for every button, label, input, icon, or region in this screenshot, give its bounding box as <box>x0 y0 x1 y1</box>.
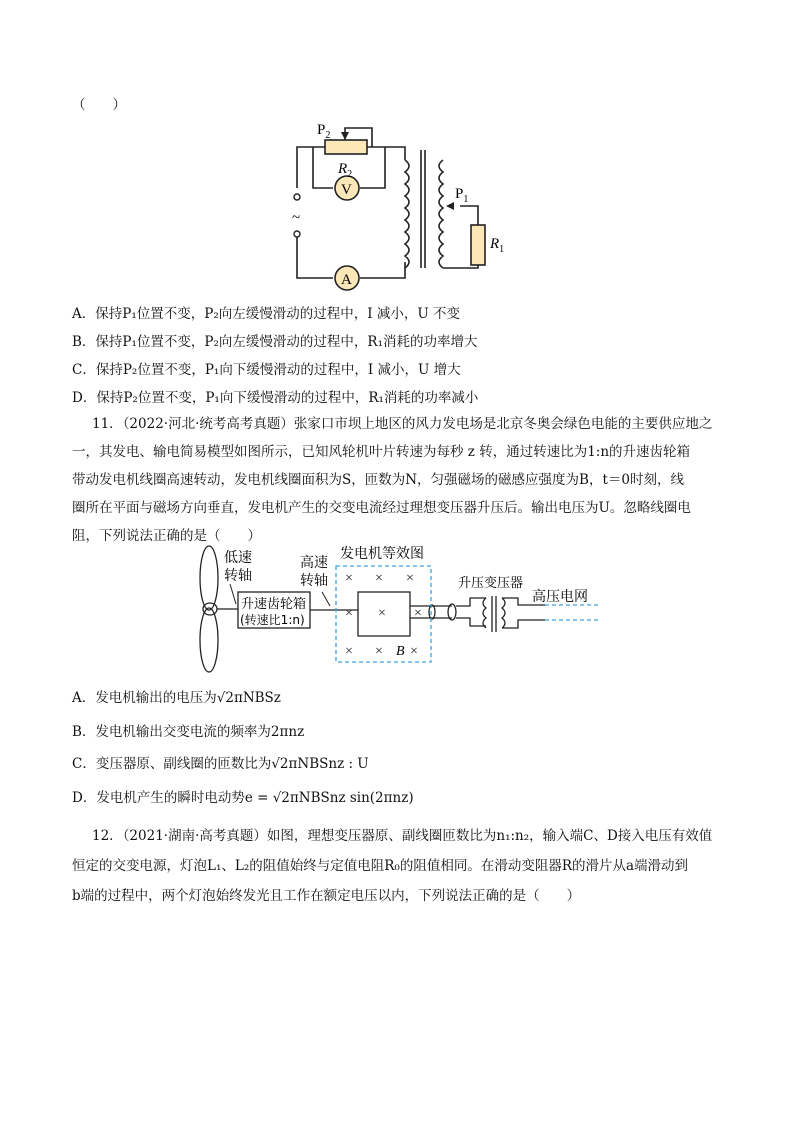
grid-label: 高压电网 <box>532 589 588 605</box>
q11-stem-line2: 一，其发电、输电简易模型如图所示，已知风轮机叶片转速为每秒 z 转，通过转速比为1:n的升速齿轮箱 <box>72 444 691 460</box>
svg-text:×: × <box>414 606 422 621</box>
q12-number: 12． <box>92 828 123 844</box>
svg-text:×: × <box>410 644 418 659</box>
svg-text:×: × <box>406 571 414 586</box>
ammeter-label: A <box>341 272 352 288</box>
gearbox-label: 升速齿轮箱 <box>241 597 307 612</box>
q11-option-c: C．变压器原、副线圈的匝数比为√2πNBSnz : U <box>72 756 369 772</box>
r1-label: $R_1$ <box>490 236 505 255</box>
svg-text:×: × <box>345 606 353 621</box>
q12-source: （2021·湖南·高考真题） <box>122 828 267 844</box>
ac-source-symbol: ~ <box>292 210 301 226</box>
q11-option-a: A．发电机输出的电压为√2πNBSz <box>72 690 281 706</box>
gear-ratio-label: (转速比1:n) <box>240 613 305 627</box>
q12-stem-line1 <box>92 826 712 846</box>
p2-label: $P_2$ <box>317 122 331 141</box>
q10-circuit-figure <box>280 115 510 295</box>
q11-stem-text1: 张家口市坝上地区的风力发电场是北京冬奥会绿色电能的主要供应地之 <box>293 416 713 432</box>
r2-label: $R_2$ <box>338 161 353 180</box>
q12-stem-line2: 恒定的交变电源，灯泡L₁、L₂的阻值始终与定值电阻R₀的阻值相同。在滑动变阻器R的滑片从a端滑动到 <box>72 858 689 874</box>
q10-answer-bracket: （ ） <box>72 97 126 113</box>
q11-option-d: D．发电机产生的瞬时电动势e = √2πNBSnz sin(2πnz) <box>72 790 414 806</box>
q12-stem-text1: 如图，理想变压器原、副线圈匝数比为n₁:n₂，输入端C、D接入电压有效值 <box>266 828 713 844</box>
q10-option-d: D．保持P₂位置不变，P₁向下缓慢滑动的过程中，R₁消耗的功率减小 <box>72 390 479 406</box>
svg-text:×: × <box>345 644 353 659</box>
q11-source: （2022·河北·统考高考真题） <box>122 416 294 432</box>
p1-label: $P_1$ <box>455 186 469 205</box>
svg-text:×: × <box>375 644 383 659</box>
generator-title: 发电机等效图 <box>340 546 424 562</box>
q10-option-a: A．保持P₁位置不变，P₂向左缓慢滑动的过程中，I 减小，U 不变 <box>72 306 461 322</box>
q11-stem-line5: 阻，下列说法正确的是（ ） <box>72 528 261 544</box>
transformer-label: 升压变压器 <box>458 576 524 591</box>
field-b-label: B <box>396 644 405 659</box>
q11-number: 11． <box>92 416 123 432</box>
q11-wind-power-figure <box>185 540 605 675</box>
svg-text:×: × <box>378 606 386 621</box>
q11-stem-line3: 带动发电机线圈高速转动，发电机线圈面积为S，匝数为N，匀强磁场的磁感应强度为B，t＝0时刻，线 <box>72 472 684 488</box>
q11-option-b: B．发电机输出交变电流的频率为2πnz <box>72 724 305 740</box>
shaft2-label: 转轴 <box>300 573 328 589</box>
q10-option-c: C．保持P₂位置不变，P₁向下缓慢滑动的过程中，I 减小，U 增大 <box>72 362 461 378</box>
high-speed-label: 高速 <box>300 555 328 571</box>
low-speed-label: 低速 <box>224 550 252 566</box>
shaft1-label: 转轴 <box>224 568 252 584</box>
svg-text:×: × <box>345 571 353 586</box>
q11-stem-line4: 圈所在平面与磁场方向垂直，发电机产生的交变电流经过理想变压器升压后。输出电压为U。忽略线圈电 <box>72 500 691 516</box>
voltmeter-label: V <box>341 182 352 198</box>
svg-text:×: × <box>375 571 383 586</box>
q11-stem-line1 <box>92 414 712 434</box>
q12-stem-line3: b端的过程中，两个灯泡始终发光且工作在额定电压以内，下列说法正确的是（ ） <box>72 888 581 904</box>
q10-option-b: B．保持P₁位置不变，P₂向左缓慢滑动的过程中，R₁消耗的功率增大 <box>72 334 478 350</box>
